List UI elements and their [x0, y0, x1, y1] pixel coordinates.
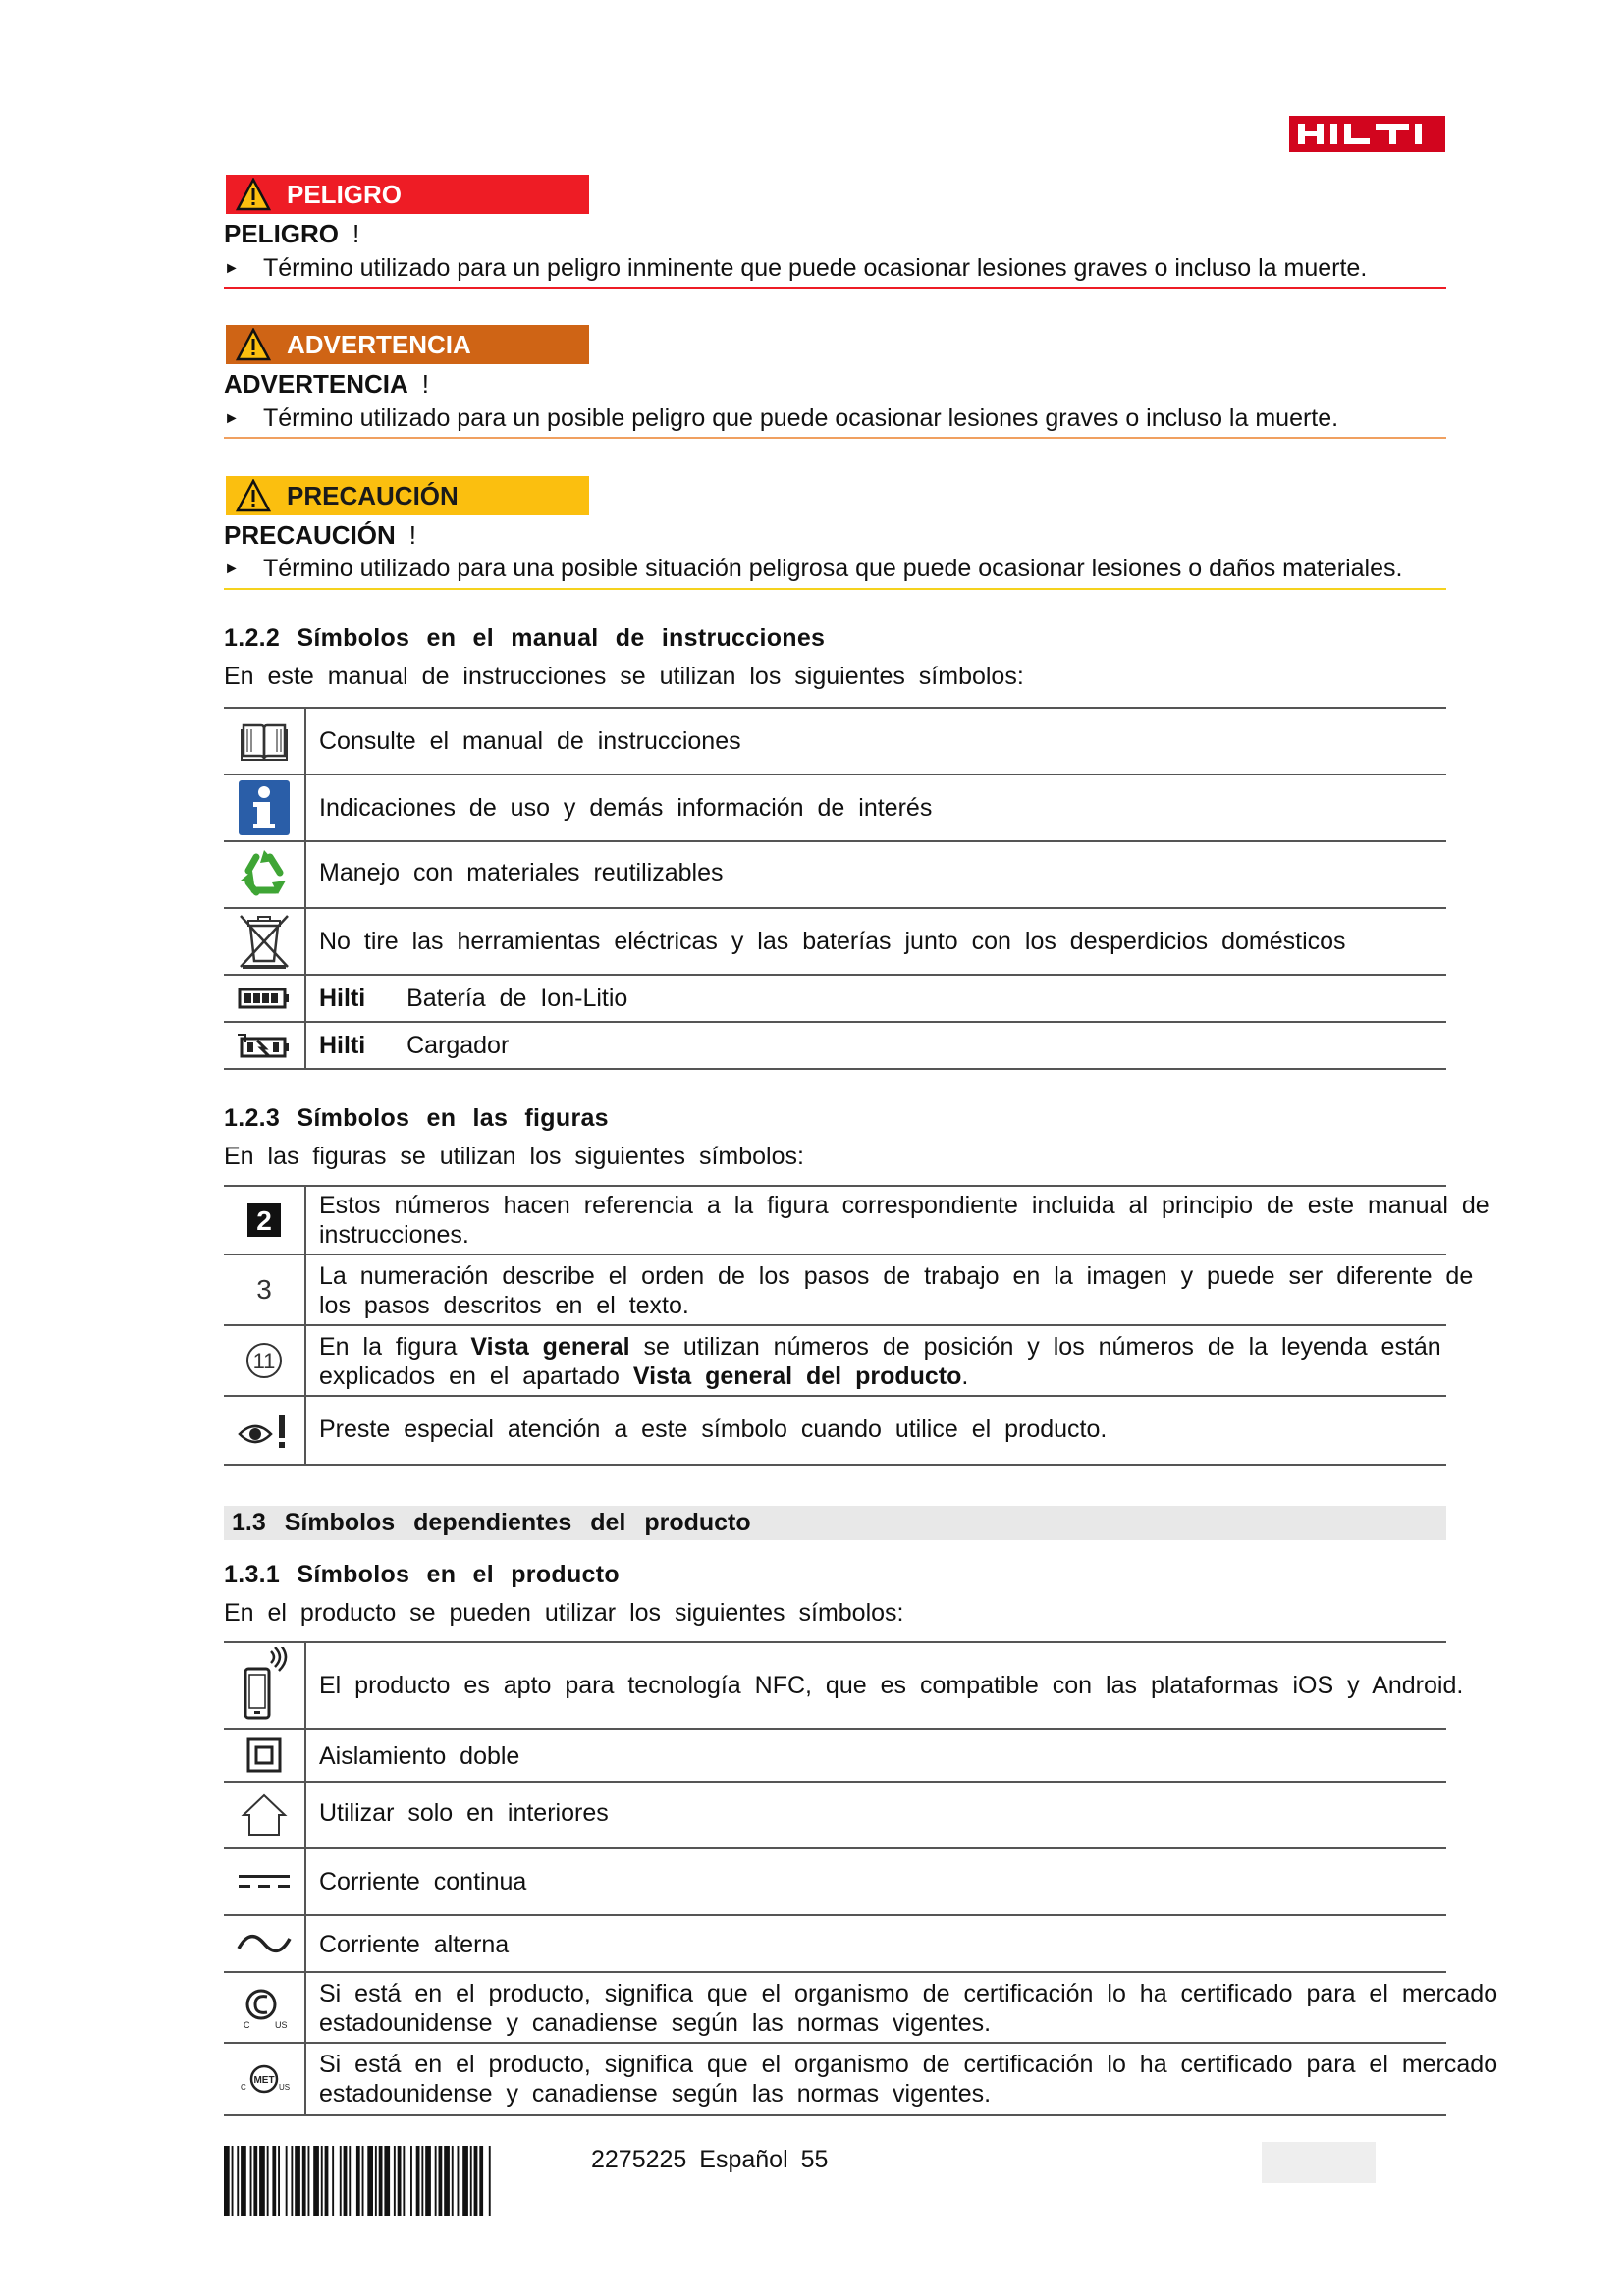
indoor-house-icon	[224, 1783, 304, 1847]
intro-1-2-3: En las figuras se utilizan los siguientes símbolos:	[224, 1143, 804, 1170]
row-bold: Hilti	[319, 985, 366, 1012]
barcode-bar	[435, 2146, 437, 2216]
met-cert-icon	[224, 2044, 304, 2114]
caution-rule	[224, 588, 1446, 590]
table-row	[224, 1643, 1464, 1730]
symbols-manual-table	[224, 707, 1446, 1074]
heading-1-2-2: 1.2.2 Símbolos en el manual de instrucciones	[224, 624, 826, 652]
barcode-bar	[458, 2146, 460, 2216]
row-text: Indicaciones de uso y demás información de interés	[319, 794, 933, 822]
barcode-bar	[416, 2146, 420, 2216]
barcode-bar	[272, 2146, 276, 2216]
barcode-bar	[362, 2146, 364, 2216]
bullet-icon: ►	[224, 409, 240, 427]
table-row	[224, 976, 1446, 1023]
battery-icon	[224, 976, 304, 1021]
row-label: Cargador	[406, 1032, 510, 1059]
barcode-bar	[367, 2146, 373, 2216]
info-icon	[224, 775, 304, 840]
warning-text: Término utilizado para un posible peligro que puede ocasionar lesiones graves o incluso la muerte.	[263, 404, 1339, 432]
warning-triangle-icon	[236, 328, 271, 361]
row-text: Corriente continua	[319, 1868, 527, 1896]
table-row	[224, 842, 1446, 909]
barcode-bar	[344, 2146, 348, 2216]
barcode-bar	[462, 2146, 468, 2216]
barcode-bar	[224, 2146, 230, 2216]
barcode-bar	[474, 2146, 478, 2216]
barcode-bar	[479, 2146, 483, 2216]
danger-banner-label: PELIGRO	[287, 179, 403, 209]
danger-description	[224, 254, 1446, 283]
caution-word-label: PRECAUCIÓN	[224, 520, 396, 550]
caution-description	[224, 555, 1446, 583]
crossed-bin-icon	[224, 909, 304, 974]
table-row	[224, 1255, 1474, 1326]
barcode-bar	[278, 2146, 280, 2216]
barcode-bar	[308, 2146, 310, 2216]
barcode-bar	[375, 2146, 377, 2216]
danger-banner	[226, 175, 589, 214]
section-1-3-bar	[224, 1506, 1446, 1540]
barcode-bar	[286, 2146, 288, 2216]
warning-banner-label: ADVERTENCIA	[287, 329, 471, 359]
warning-excl: !	[421, 369, 430, 399]
barcode-bar	[403, 2146, 405, 2216]
barcode-bar	[394, 2146, 396, 2216]
barcode-bar	[237, 2146, 239, 2216]
table-row	[224, 2044, 1498, 2116]
svg-text:C: C	[244, 2020, 250, 2030]
symbols-figures-table	[224, 1185, 1489, 1469]
row-text	[319, 1332, 1505, 1391]
hilti-logo	[1289, 116, 1445, 152]
barcode-bar	[291, 2146, 293, 2216]
barcode-bar	[439, 2146, 443, 2216]
manual-book-icon	[224, 709, 304, 774]
step-number-icon	[224, 1255, 304, 1324]
barcode-bar	[302, 2146, 306, 2216]
table-row	[224, 909, 1446, 976]
figure-number-label: 2	[256, 1205, 272, 1236]
svg-text:C: C	[241, 2083, 246, 2092]
barcode-bar	[489, 2146, 491, 2216]
svg-text:MET: MET	[253, 2075, 275, 2086]
caution-word	[224, 520, 416, 551]
row-bold: Hilti	[319, 1032, 366, 1059]
danger-word-label: PELIGRO	[224, 219, 340, 248]
row-text: Preste especial atención a este símbolo cuando utilice el producto.	[319, 1415, 1108, 1443]
table-row	[224, 1849, 1446, 1916]
row-text: El producto es apto para tecnología NFC, que es compatible con las plataformas iOS y Android.	[319, 1672, 1464, 1699]
danger-rule	[224, 287, 1446, 289]
barcode-bar	[250, 2146, 252, 2216]
row-text: No tire las herramientas eléctricas y las baterías junto con los desperdicios domésticos	[319, 928, 1346, 955]
double-insulation-icon	[224, 1730, 304, 1781]
barcode-bar	[295, 2146, 300, 2216]
row-text-b: se utilizan números de posición y los números de la leyenda están explicados en el apartado	[319, 1333, 1441, 1390]
barcode-bar	[470, 2146, 472, 2216]
barcode-bar	[421, 2146, 423, 2216]
row-text: Utilizar solo en interiores	[319, 1799, 609, 1827]
barcode-bar	[313, 2146, 319, 2216]
danger-excl: !	[352, 219, 360, 248]
warning-description	[224, 404, 1446, 433]
barcode-bar	[398, 2146, 402, 2216]
table-row	[224, 775, 1446, 842]
warning-rule	[224, 437, 1446, 439]
position-number-icon	[224, 1326, 304, 1395]
figure-number-icon	[224, 1187, 304, 1254]
barcode-bar	[356, 2146, 360, 2216]
caution-text: Término utilizado para una posible situación peligrosa que puede ocasionar lesiones o daños materiales.	[263, 555, 1403, 582]
table-row	[224, 1973, 1498, 2044]
barcode-bar	[384, 2146, 390, 2216]
warning-triangle-icon	[236, 178, 271, 211]
table-row	[224, 709, 1446, 775]
svg-text:US: US	[275, 2020, 288, 2030]
heading-1-2-3: 1.2.3 Símbolos en las figuras	[224, 1104, 609, 1132]
footer-page-info: 2275225 Español 55	[591, 2146, 829, 2173]
warning-word-label: ADVERTENCIA	[224, 369, 408, 399]
table-row	[224, 1916, 1446, 1973]
step-number-label: 3	[256, 1274, 272, 1305]
caution-excl: !	[408, 520, 417, 550]
danger-text: Término utilizado para un peligro inminente que puede ocasionar lesiones graves o incluso la muerte.	[263, 254, 1368, 282]
caution-banner	[226, 476, 589, 515]
row-text: Si está en el producto, significa que el organismo de certificación lo ha certificado para el mercado estadounidense y canadiense según las normas vigentes.	[319, 2051, 1498, 2108]
table-row	[224, 1023, 1446, 1070]
symbols-product-table	[224, 1641, 1498, 2132]
barcode-bar	[349, 2146, 351, 2216]
intro-1-2-2: En este manual de instrucciones se utilizan los siguientes símbolos:	[224, 663, 1024, 690]
caution-banner-label: PRECAUCIÓN	[287, 480, 459, 510]
table-row	[224, 1730, 1446, 1783]
heading-1-3: 1.3 Símbolos dependientes del producto	[232, 1509, 751, 1536]
table-row	[224, 1783, 1446, 1849]
row-text-c: .	[961, 1362, 969, 1390]
barcode	[224, 2146, 562, 2221]
barcode-bar	[232, 2146, 234, 2216]
row-bold-a: Vista general	[470, 1333, 630, 1361]
table-row	[224, 1187, 1489, 1255]
barcode-bar	[253, 2146, 257, 2216]
row-text: La numeración describe el orden de los pasos de trabajo en la imagen y puede ser diferente de los pasos descritos en el texto.	[319, 1262, 1474, 1319]
row-text: Si está en el producto, significa que el organismo de certificación lo ha certificado para el mercado estadounidense y canadiense según las normas vigentes.	[319, 1980, 1498, 2037]
row-text: Consulte el manual de instrucciones	[319, 727, 741, 755]
barcode-bar	[259, 2146, 265, 2216]
row-text: Corriente alterna	[319, 1931, 510, 1958]
barcode-bar	[321, 2146, 323, 2216]
warning-word	[224, 369, 429, 400]
barcode-bar	[340, 2146, 342, 2216]
row-text: Estos números hacen referencia a la figura correspondiente incluida al principio de este manual de instrucciones.	[319, 1192, 1489, 1249]
alternating-current-icon	[224, 1916, 304, 1971]
heading-1-3-1: 1.3.1 Símbolos en el producto	[224, 1561, 620, 1588]
svg-text:US: US	[279, 2083, 291, 2092]
eye-attention-icon	[224, 1397, 304, 1464]
row-text: Manejo con materiales reutilizables	[319, 859, 724, 886]
position-number-label: 11	[252, 1349, 276, 1373]
direct-current-icon	[224, 1849, 304, 1914]
barcode-bar	[241, 2146, 246, 2216]
table-row	[224, 1397, 1446, 1466]
warning-triangle-icon	[236, 479, 271, 512]
bullet-icon: ►	[224, 259, 240, 277]
barcode-bar	[444, 2146, 450, 2216]
barcode-bar	[410, 2146, 412, 2216]
row-text	[319, 984, 1505, 1013]
warning-banner	[226, 325, 589, 364]
barcode-bar	[332, 2146, 334, 2216]
charger-icon	[224, 1023, 304, 1068]
row-text-a: En la figura	[319, 1333, 471, 1361]
csa-cert-icon	[224, 1973, 304, 2042]
barcode-bar	[425, 2146, 431, 2216]
nfc-phone-icon	[224, 1643, 304, 1728]
barcode-bar	[267, 2146, 269, 2216]
row-text	[319, 1031, 1505, 1060]
footer-box	[1262, 2142, 1376, 2183]
row-bold-b: Vista general del producto	[632, 1362, 962, 1390]
row-label: Batería de Ion-Litio	[406, 985, 628, 1012]
table-row	[224, 1326, 1446, 1397]
barcode-bar	[325, 2146, 329, 2216]
intro-1-3-1: En el producto se pueden utilizar los siguientes símbolos:	[224, 1599, 904, 1627]
barcode-bar	[379, 2146, 383, 2216]
row-text: Aislamiento doble	[319, 1742, 520, 1770]
danger-word	[224, 219, 359, 249]
recycle-icon	[224, 842, 304, 907]
bullet-icon: ►	[224, 560, 240, 577]
barcode-bar	[452, 2146, 454, 2216]
